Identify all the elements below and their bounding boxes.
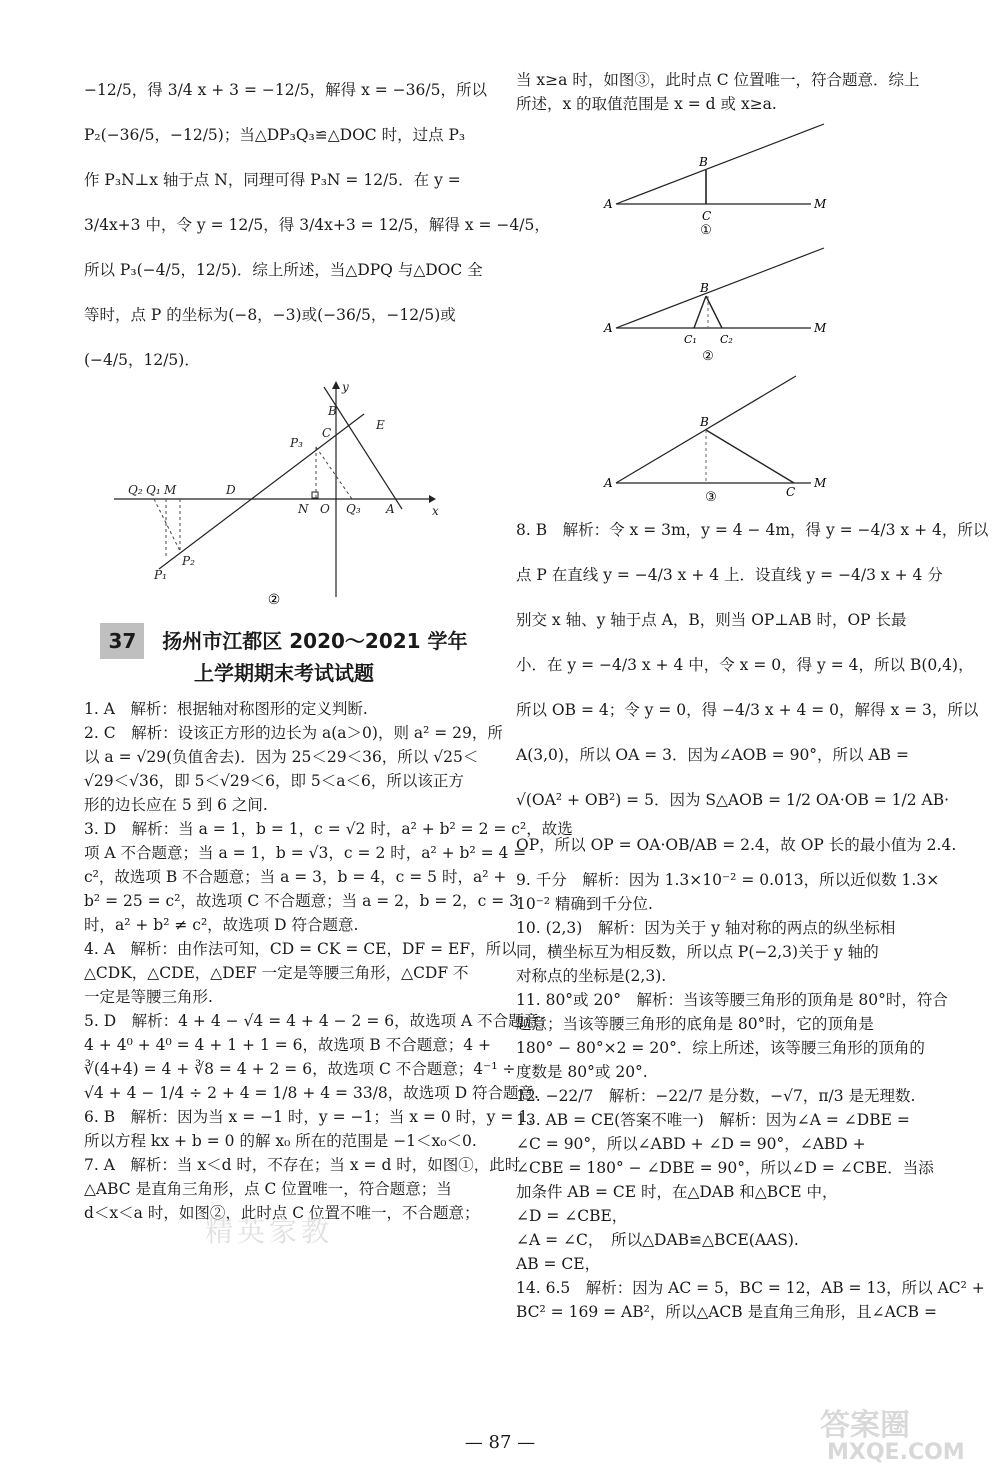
answer-line: 题意；当该等腰三角形的底角是 80°时，它的顶角是 <box>516 1015 874 1033</box>
answer-line: √29＜√36，即 5＜√29＜6，即 5＜a＜6，所以该正方 <box>84 772 464 790</box>
right-answers-q8 <box>516 508 989 868</box>
answer-line: 4 + 4⁰ + 4⁰ = 4 + 1 + 1 = 6，故选项 B 不合题意；4 + <box>84 1036 492 1054</box>
answer-line: 一定是等腰三角形. <box>84 988 213 1006</box>
text-line: −12/5，得 3/4 x + 3 = −12/5，解得 x = −36/5，所以 <box>84 81 487 99</box>
svg-text:B: B <box>700 415 709 429</box>
figure-caption: ② <box>267 592 281 608</box>
figure-label: Q₂ <box>128 483 143 497</box>
answer-line: 点 P 在直线 y = −4/3 x + 4 上．设直线 y = −4/3 x + 4 分 <box>516 566 943 584</box>
answer-line: 形的边长应在 5 到 6 之间. <box>84 796 268 814</box>
figure-label: C <box>322 426 332 440</box>
left-top-text <box>84 68 550 383</box>
answer-line: c²，故选项 B 不合题意；当 a = 3，b = 4，c = 5 时，a² + <box>84 868 507 886</box>
svg-text:M: M <box>814 321 827 335</box>
figure-label: Q₃ <box>346 502 361 516</box>
figure-label: E <box>376 418 385 432</box>
text-line: 所以 P₃(−4/5，12/5)．综上所述，当△DPQ 与△DOC 全 <box>84 261 483 279</box>
answer-line: 14. 6.5 解析：因为 AC = 5，BC = 12，AB = 13，所以 AC² + <box>516 1279 985 1297</box>
figure-label: x <box>432 504 439 518</box>
answer-line: 同，横坐标互为相反数，所以点 P(−2,3)关于 y 轴的 <box>516 943 879 961</box>
text-line: 所述，x 的取值范围是 x = d 或 x≥a. <box>516 95 777 113</box>
figure-2 <box>516 238 916 368</box>
answer-line: 项 A 不合题意；当 a = 1，b = √3，c = 2 时，a² + b² = 4 = <box>84 844 527 862</box>
answer-line: ∠D = ∠CBE， <box>516 1207 628 1225</box>
answer-line: A(3,0)，所以 OA = 3．因为∠AOB = 90°，所以 AB = <box>516 746 909 764</box>
figure-1 <box>516 116 916 236</box>
answer-line: 所以方程 kx + b = 0 的解 x₀ 所在的范围是 −1＜x₀＜0. <box>84 1132 477 1150</box>
figure-label: P₂ <box>182 554 195 568</box>
answer-line: b² = 25 = c²，故选项 C 不合题意；当 a = 2，b = 2，c = 3 <box>84 892 520 910</box>
answer-line: 6. B 解析：因为当 x = −1 时，y = −1；当 x = 0 时，y = 1， <box>84 1108 544 1126</box>
answer-line: 12. −22/7 解析：−22/7 是分数，−√7，π/3 是无理数. <box>516 1087 916 1105</box>
answer-line: 2. C 解析：设该正方形的边长为 a(a＞0)，则 a² = 29，所 <box>84 724 503 742</box>
svg-text:A: A <box>604 321 613 335</box>
answer-line: 以 a = √29(负值舍去)．因为 25＜29＜36，所以 √25＜ <box>84 748 479 766</box>
answer-line: OP，所以 OP = OA·OB/AB = 2.4，故 OP 长的最小值为 2.4. <box>516 836 957 854</box>
answer-line: △ABC 是直角三角形，点 C 位置唯一，符合题意；当 <box>84 1180 452 1198</box>
figure-label: M <box>164 483 177 497</box>
answer-line: 10⁻² 精确到千分位. <box>516 895 653 913</box>
figure-label: B <box>328 404 337 418</box>
answer-line: BC² = 169 = AB²，所以△ACB 是直角三角形，且∠ACB = <box>516 1303 937 1321</box>
answer-line: AB = CE， <box>516 1255 601 1273</box>
text-line: P₂(−36/5，−12/5)；当△DP₃Q₃≌△DOC 时，过点 P₃ <box>84 126 466 144</box>
answer-line: √(OA² + OB²) = 5．因为 S△AOB = 1/2 OA·OB = 1/2 AB· <box>516 791 950 809</box>
section-title-line1: 37 扬州市江都区 2020～2021 学年 <box>84 623 484 655</box>
answer-line: 对称点的坐标是(2,3). <box>516 967 667 985</box>
answer-line: ∛(4+4) = 4 + ∛8 = 4 + 2 = 6，故选项 C 不合题意；4⁻¹ ÷ <box>84 1060 516 1078</box>
watermark-text: 精英家教 <box>205 1215 334 1248</box>
answer-line: 1. A 解析：根据轴对称图形的定义判断. <box>84 700 368 718</box>
svg-text:①: ① <box>700 223 712 238</box>
page-number: — 87 — <box>464 1432 536 1453</box>
figure-label: y <box>342 380 349 394</box>
answer-line: 度数是 80°或 20°. <box>516 1063 648 1081</box>
answer-line: 时，a² + b² ≠ c²，故选项 D 符合题意. <box>84 916 359 934</box>
answer-line: ∠CBE = 180° − ∠DBE = 90°，所以∠D = ∠CBE．当添 <box>516 1159 934 1177</box>
svg-text:A: A <box>604 197 613 211</box>
text-line: 作 P₃N⊥x 轴于点 N，同理可得 P₃N = 12/5．在 y = <box>84 171 461 189</box>
answer-line: 4. A 解析：由作法可知，CD = CK = CE，DF = EF，所以 <box>84 940 517 958</box>
figure-label: P₃ <box>290 436 303 450</box>
answer-line: 小．在 y = −4/3 x + 4 中，令 x = 0，得 y = 4，所以 B(0,4)， <box>516 656 974 674</box>
answer-line: 9. 千分 解析：因为 1.3×10⁻² = 0.013，所以近似数 1.3× <box>516 871 940 889</box>
answer-line: 180° − 80°×2 = 20°．综上所述，该等腰三角形的顶角的 <box>516 1039 925 1057</box>
svg-text:B: B <box>700 281 709 295</box>
right-top-text <box>516 68 920 116</box>
svg-text:C₁: C₁ <box>684 333 697 346</box>
right-column <box>516 68 989 1324</box>
section-number-badge: 37 <box>100 623 144 659</box>
svg-text:B: B <box>699 155 708 169</box>
answer-line: 8. B 解析：令 x = 3m，y = 4 − 4m，得 y = −4/3 x + 4，所以 <box>516 521 989 539</box>
svg-text:C₂: C₂ <box>720 333 733 346</box>
answer-line: 10. (2,3) 解析：因为关于 y 轴对称的两点的纵坐标相 <box>516 919 896 937</box>
right-answers-q12-14 <box>516 1084 985 1324</box>
text-line: 等时，点 P 的坐标为(−8，−3)或(−36/5，−12/5)或 <box>84 306 456 324</box>
svg-text:②: ② <box>702 349 714 364</box>
answer-line: 别交 x 轴、y 轴于点 A，B，则当 OP⊥AB 时，OP 长最 <box>516 611 907 629</box>
svg-text:A: A <box>604 476 613 490</box>
text-line: 当 x≥a 时，如图③，此时点 C 位置唯一，符合题意．综上 <box>516 71 920 89</box>
answer-line: 11. 80°或 20° 解析：当该等腰三角形的顶角是 80°时，符合 <box>516 991 948 1009</box>
svg-text:C: C <box>786 485 796 499</box>
watermark-logo: 答案圈 <box>820 1408 910 1443</box>
right-answers-q9-11 <box>516 868 948 1084</box>
text-line: 3/4x+3 中，令 y = 12/5，得 3/4x+3 = 12/5，解得 x = −4/5， <box>84 216 550 234</box>
text-line: (−4/5，12/5)． <box>84 351 200 369</box>
answer-line: 13. AB = CE(答案不唯一) 解析：因为∠A = ∠DBE = <box>516 1111 910 1129</box>
svg-text:M: M <box>814 197 827 211</box>
coordinate-figure <box>84 379 484 609</box>
figure-label: O <box>320 502 330 516</box>
figure-label: A <box>386 502 395 516</box>
figure-label: N <box>298 502 309 516</box>
figure-3 <box>516 368 916 508</box>
svg-text:C: C <box>702 209 712 223</box>
answer-line: 7. A 解析：当 x＜d 时，不存在；当 x = d 时，如图①，此时 <box>84 1156 521 1174</box>
answer-line: 3. D 解析：当 a = 1，b = 1，c = √2 时，a² + b² = 2 = c²，故选 <box>84 820 573 838</box>
section-title-line2: 上学期期末考试试题 <box>194 661 374 685</box>
svg-text:③: ③ <box>705 490 717 505</box>
watermark-url: MXQE.COM <box>827 1440 965 1465</box>
answer-line: 加条件 AB = CE 时，在△DAB 和△BCE 中， <box>516 1183 838 1201</box>
answer-line: d＜x＜a 时，如图②，此时点 C 位置不唯一，不合题意； <box>84 1204 480 1222</box>
svg-text:M: M <box>814 476 827 490</box>
answer-line: √4 + 4 − 1/4 ÷ 2 + 4 = 1/8 + 4 = 33/8，故选项 D 符合题意. <box>84 1084 539 1102</box>
answer-line: △CDK，△CDE，△DEF 一定是等腰三角形，△CDF 不 <box>84 964 469 982</box>
figure-label: Q₁ <box>146 483 161 497</box>
answer-line: ∠A = ∠C， 所以△DAB≌△BCE(AAS). <box>516 1231 799 1249</box>
answer-line: ∠C = 90°，所以∠ABD + ∠D = 90°，∠ABD + <box>516 1135 866 1153</box>
figure-label: D <box>226 483 236 497</box>
figure-label: P₁ <box>154 568 167 582</box>
answer-line: 所以 OB = 4；令 y = 0，得 −4/3 x + 4 = 0，解得 x = 3，所以 <box>516 701 979 719</box>
answer-line: 5. D 解析：4 + 4 − √4 = 4 + 4 − 2 = 6，故选项 A 不合题意； <box>84 1012 555 1030</box>
